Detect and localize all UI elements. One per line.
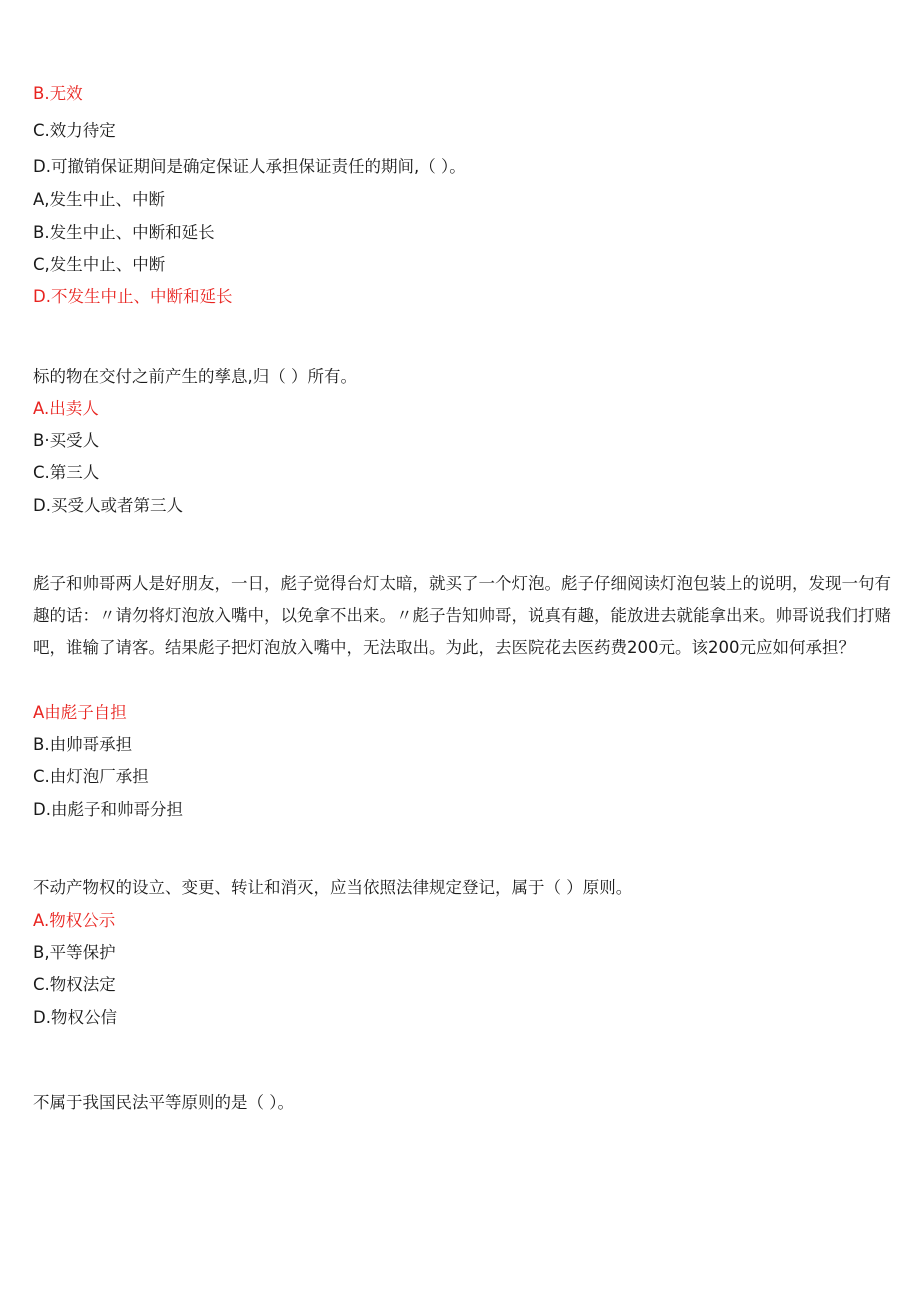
question-text: D.可撤销保证期间是确定保证人承担保证责任的期间,（ ）。: [33, 157, 466, 176]
option-b: B.由帅哥承担: [33, 735, 133, 754]
question-paragraph: 彪子和帅哥两人是好朋友，一日，彪子觉得台灯太暗，就买了一个灯泡。彪子仔细阅读灯泡包装上的说明，发现一句有趣的话：〃请勿将灯泡放入嘴中，以免拿不出来。〃彪子告知帅哥，说真有趣，能放进去就能拿出来。帅哥说我们打赌吧，谁输了请客。结果彪子把灯泡放入嘴中，无法取出。为此，去医院花去医药费200元。该200元应如何承担？: [33, 574, 891, 657]
option-c: C.效力待定: [33, 121, 116, 140]
option-b: B.发生中止、中断和延长: [33, 223, 215, 242]
answer-option-d: D.不发生中止、中断和延长: [33, 287, 233, 306]
option-c: C.第三人: [33, 463, 100, 482]
answer-option-b: B.无效: [33, 84, 83, 103]
option-a: A,发生中止、中断: [33, 190, 166, 209]
option-c: C.由灯泡厂承担: [33, 767, 149, 786]
option-d: D.由彪子和帅哥分担: [33, 800, 183, 819]
option-b: B·买受人: [33, 431, 100, 450]
answer-option-a: A由彪子自担: [33, 703, 127, 722]
option-c: C.物权法定: [33, 975, 116, 994]
option-d: D.物权公信: [33, 1008, 117, 1027]
option-c: C,发生中止、中断: [33, 255, 166, 274]
answer-option-a: A.物权公示: [33, 911, 116, 930]
option-b: B,平等保护: [33, 943, 116, 962]
question-text: 不属于我国民法平等原则的是（ ）。: [33, 1093, 294, 1112]
answer-option-a: A.出卖人: [33, 399, 99, 418]
option-d: D.买受人或者第三人: [33, 496, 183, 515]
question-text: 不动产物权的设立、变更、转让和消灭，应当依照法律规定登记，属于（ ）原则。: [33, 878, 633, 897]
question-text: 标的物在交付之前产生的孳息,归（ ）所有。: [33, 367, 357, 386]
